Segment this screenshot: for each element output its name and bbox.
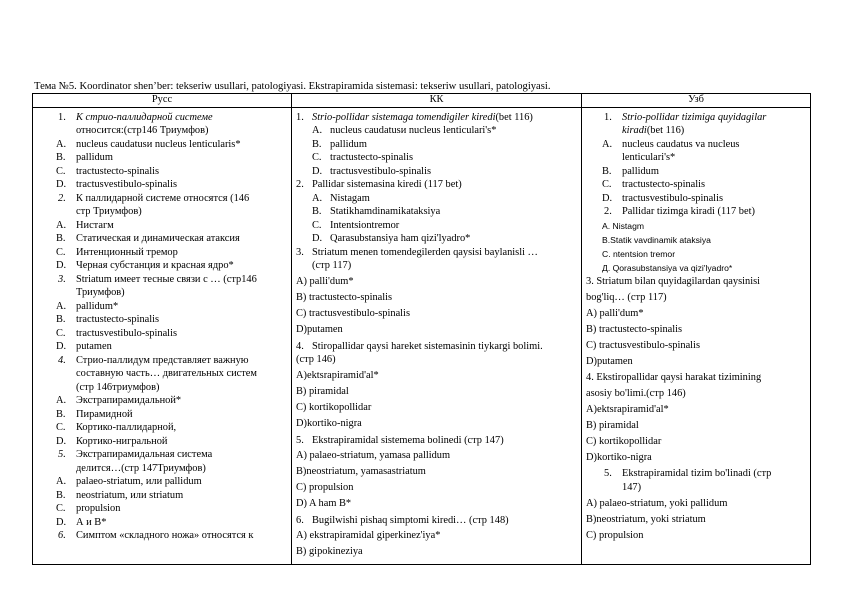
list-number: 5. xyxy=(296,435,304,446)
uzbek-column-cell xyxy=(582,108,811,565)
option-letter: A. xyxy=(312,193,323,204)
question-text: Экстрапирамидальная система xyxy=(76,449,213,460)
question-text: К паллидарной системе относятся (146 xyxy=(76,193,250,204)
answer-option: B) piramidal xyxy=(296,386,349,397)
question-table xyxy=(32,93,811,565)
answer-option: C) tractusvestibulo-spinalis xyxy=(296,308,410,319)
answer-option: B) tractustecto-spinalis xyxy=(586,324,683,335)
question-text: Strio-pollidar tizimiga quyidagilar xyxy=(622,112,767,123)
option-text: Кортико-нигральной xyxy=(76,436,168,447)
answer-option: B)neostriatum, yamasastriatum xyxy=(296,466,426,477)
option-letter: C. xyxy=(56,422,66,433)
answer-option: A)ektsrapiramid'al* xyxy=(586,404,669,415)
question-text: 4. Ekstiropallidar qaysi harakat tizimining xyxy=(586,372,762,383)
option-letter: B. xyxy=(56,490,66,501)
option-letter: D. xyxy=(56,341,67,352)
option-letter: B. xyxy=(602,166,612,177)
answer-option: A)ektsrapiramid'al* xyxy=(296,370,379,381)
option-text: Кортико-паллидарной, xyxy=(76,422,177,433)
option-text: Черная субстанция и красная ядро* xyxy=(76,260,234,271)
option-letter: B. xyxy=(56,152,66,163)
karakalpak-column-cell xyxy=(292,108,582,565)
option-letter: C. xyxy=(56,166,66,177)
option-text: nucleus caudatus va nucleus xyxy=(622,139,740,150)
option-letter: C. xyxy=(56,328,66,339)
option-text: Intentsiontremor xyxy=(330,220,400,231)
answer-option: C) propulsion xyxy=(586,530,644,541)
question-text: Триумфов) xyxy=(76,287,125,298)
option-text: Qarasubstansiya ham qizi'lyadro* xyxy=(330,233,471,244)
table-header-row xyxy=(33,94,811,108)
option-letter: C. xyxy=(56,247,66,258)
question-text: К стрио-паллидарной системе xyxy=(76,112,213,123)
answer-option: C) kortikopollidar xyxy=(296,402,372,413)
option-text: tractustecto-spinalis xyxy=(76,314,160,325)
list-number: 2. xyxy=(58,193,66,204)
option-text: tractustecto-spinalis xyxy=(76,166,160,177)
list-number: 2. xyxy=(604,206,612,217)
answer-option: A) ekstrapiramidal giperkinez'iya* xyxy=(296,530,441,541)
question-text: 3. Striatum bilan quyidagilardan qaysinisi xyxy=(586,276,761,287)
list-number: 4. xyxy=(296,341,304,352)
list-number: 6. xyxy=(58,530,66,541)
russian-column-cell xyxy=(33,108,292,565)
option-letter: C. xyxy=(602,179,612,190)
option-letter: B. xyxy=(312,206,322,217)
option-letter: A. xyxy=(56,301,67,312)
question-text: Bugilwishi pishaq simptomi kiredi… (стр 148) xyxy=(312,515,509,526)
question-text: asosiy bo'limi.(стр 146) xyxy=(586,388,686,399)
option-letter: D. xyxy=(56,517,67,528)
option-letter: D. xyxy=(56,436,67,447)
answer-option: A) palli'dum* xyxy=(586,308,644,319)
question-text: Striatum menen tomendegilerden qaysisi baylanisli … xyxy=(312,247,538,258)
list-number: 3. xyxy=(58,274,66,285)
list-number: 5. xyxy=(604,468,612,479)
column-header-karakalpak: КК xyxy=(292,94,582,108)
list-number: 5. xyxy=(58,449,66,460)
question-text: Stiropallidar qaysi hareket sistemasinin tiykargi bolimi. xyxy=(312,341,543,352)
question-text: Pallidar sistemasina kiredi (117 bet) xyxy=(312,179,462,190)
option-letter: C. xyxy=(312,152,322,163)
option-letter: A. xyxy=(56,139,67,150)
option-text: Пирамидной xyxy=(76,409,133,420)
answer-option: C) tractusvestibulo-spinalis xyxy=(586,340,700,351)
option-letter: B. xyxy=(312,139,322,150)
question-text: bog'liq… (стр 117) xyxy=(586,292,667,303)
answer-option: C) kortikopollidar xyxy=(586,436,662,447)
answer-option: Д. Qorasubstansiya va qizi'lyadro* xyxy=(602,263,733,273)
question-text: kiradi(bet 116) xyxy=(622,125,685,136)
option-text: tractusvestibulo-spinalis xyxy=(76,328,178,339)
question-text: Ekstrapiramidal tizim bo'linadi (стр xyxy=(622,468,772,479)
option-letter: A. xyxy=(312,125,323,136)
answer-option: D)putamen xyxy=(296,324,343,335)
answer-option: B) tractustecto-spinalis xyxy=(296,292,393,303)
answer-option: D)kortiko-nigra xyxy=(296,418,362,429)
question-text: делится…(стр 147Триумфов) xyxy=(76,463,206,474)
question-text: Striatum имеет тесные связи с … (стр146 xyxy=(76,274,257,285)
option-letter: B. xyxy=(56,314,66,325)
option-letter: D. xyxy=(312,233,323,244)
table-body-row xyxy=(33,108,811,565)
option-letter: B. xyxy=(56,233,66,244)
list-number: 1. xyxy=(58,112,66,123)
question-text: 147) xyxy=(622,482,642,493)
option-letter: A. xyxy=(56,220,67,231)
option-text: pallidum xyxy=(76,152,113,163)
question-text: (стр 146триумфов) xyxy=(76,382,160,393)
option-text: tractusvestibulo-spinalis xyxy=(76,179,178,190)
question-text: составную часть… двигательных систем xyxy=(76,368,257,379)
column-header-russian: Русс xyxy=(33,94,292,108)
question-text: относится:(стр146 Триумфов) xyxy=(76,125,209,136)
option-text: Statikhamdinamikataksiya xyxy=(330,206,441,217)
list-number: 1. xyxy=(604,112,612,123)
option-text: pallidum* xyxy=(76,301,119,312)
option-text: tractusvestibulo-spinalis xyxy=(622,193,724,204)
option-text: lenticulari's* xyxy=(622,152,676,163)
answer-option: D)putamen xyxy=(586,356,633,367)
question-text: Strio-pollidar sistemaga tomendigiler kiredi(bet 116) xyxy=(312,112,533,123)
option-text: tractustecto-spinalis xyxy=(330,152,414,163)
question-text: (стр 146) xyxy=(296,354,336,365)
option-letter: B. xyxy=(56,409,66,420)
question-text: стр Триумфов) xyxy=(76,206,142,217)
option-text: palaeo-striatum, или pallidum xyxy=(76,476,202,487)
option-text: tractustecto-spinalis xyxy=(622,179,706,190)
question-text: (стр 117) xyxy=(312,260,352,271)
list-number: 3. xyxy=(296,247,304,258)
answer-option: B) piramidal xyxy=(586,420,639,431)
answer-option: B)neostriatum, yoki striatum xyxy=(586,514,706,525)
list-number: 6. xyxy=(296,515,304,526)
option-text: Экстрапирамидальной* xyxy=(76,395,182,406)
option-text: pallidum xyxy=(330,139,367,150)
option-letter: D. xyxy=(602,193,613,204)
answer-option: B) gipokineziya xyxy=(296,546,363,557)
question-text: Симптом «складного ножа» относятся к xyxy=(76,530,254,541)
question-text: Ekstrapiramidal sistemema bolinedi (стр 147) xyxy=(312,435,504,446)
list-number: 4. xyxy=(58,355,66,366)
column-header-uzbek: Узб xyxy=(582,94,811,108)
answer-option: C) propulsion xyxy=(296,482,354,493)
document-title: Тема №5. Koordinator shen’ber: tekseriw usullari, patologiyasi. Ekstrapiramida sistemasi: tekseriw usullari, patologiyasi. xyxy=(34,81,551,92)
list-number: 2. xyxy=(296,179,304,190)
option-text: nucleus caudatusи nucleus lenticularis* xyxy=(76,139,241,150)
option-text: propulsion xyxy=(76,503,121,514)
option-text: tractusvestibulo-spinalis xyxy=(330,166,432,177)
option-text: pallidum xyxy=(622,166,659,177)
option-text: Нистагм xyxy=(76,220,114,231)
answer-option: B.Statik vavdinamik ataksiya xyxy=(602,235,711,245)
option-text: nucleus caudatusи nucleus lenticulari's* xyxy=(330,125,497,136)
option-letter: D. xyxy=(56,179,67,190)
option-letter: D. xyxy=(56,260,67,271)
answer-option: A) palli'dum* xyxy=(296,276,354,287)
option-letter: D. xyxy=(312,166,323,177)
option-letter: C. xyxy=(312,220,322,231)
option-text: neostriatum, или striatum xyxy=(76,490,184,501)
list-number: 1. xyxy=(296,112,304,123)
answer-option: D)kortiko-nigra xyxy=(586,452,652,463)
option-letter: A. xyxy=(56,395,67,406)
option-text: А и В* xyxy=(76,517,107,528)
option-text: putamen xyxy=(76,341,112,352)
answer-option: A) palaeo-striatum, yoki pallidum xyxy=(586,498,728,509)
option-letter: A. xyxy=(602,139,613,150)
question-text: Pallidar tizimga kiradi (117 bet) xyxy=(622,206,755,217)
option-letter: C. xyxy=(56,503,66,514)
option-text: Nistagam xyxy=(330,193,370,204)
option-text: Интенционный тремор xyxy=(76,247,178,258)
answer-option: A. Nistagm xyxy=(602,221,645,231)
question-text: Стрио-паллидум представляет важную xyxy=(76,355,249,366)
answer-option: A) palaeo-striatum, yamasa pallidum xyxy=(296,450,451,461)
option-letter: A. xyxy=(56,476,67,487)
answer-option: C. ntentsion tremor xyxy=(602,249,676,259)
answer-option: D) A ham B* xyxy=(296,498,352,509)
option-text: Статическая и динамическая атаксия xyxy=(76,233,240,244)
